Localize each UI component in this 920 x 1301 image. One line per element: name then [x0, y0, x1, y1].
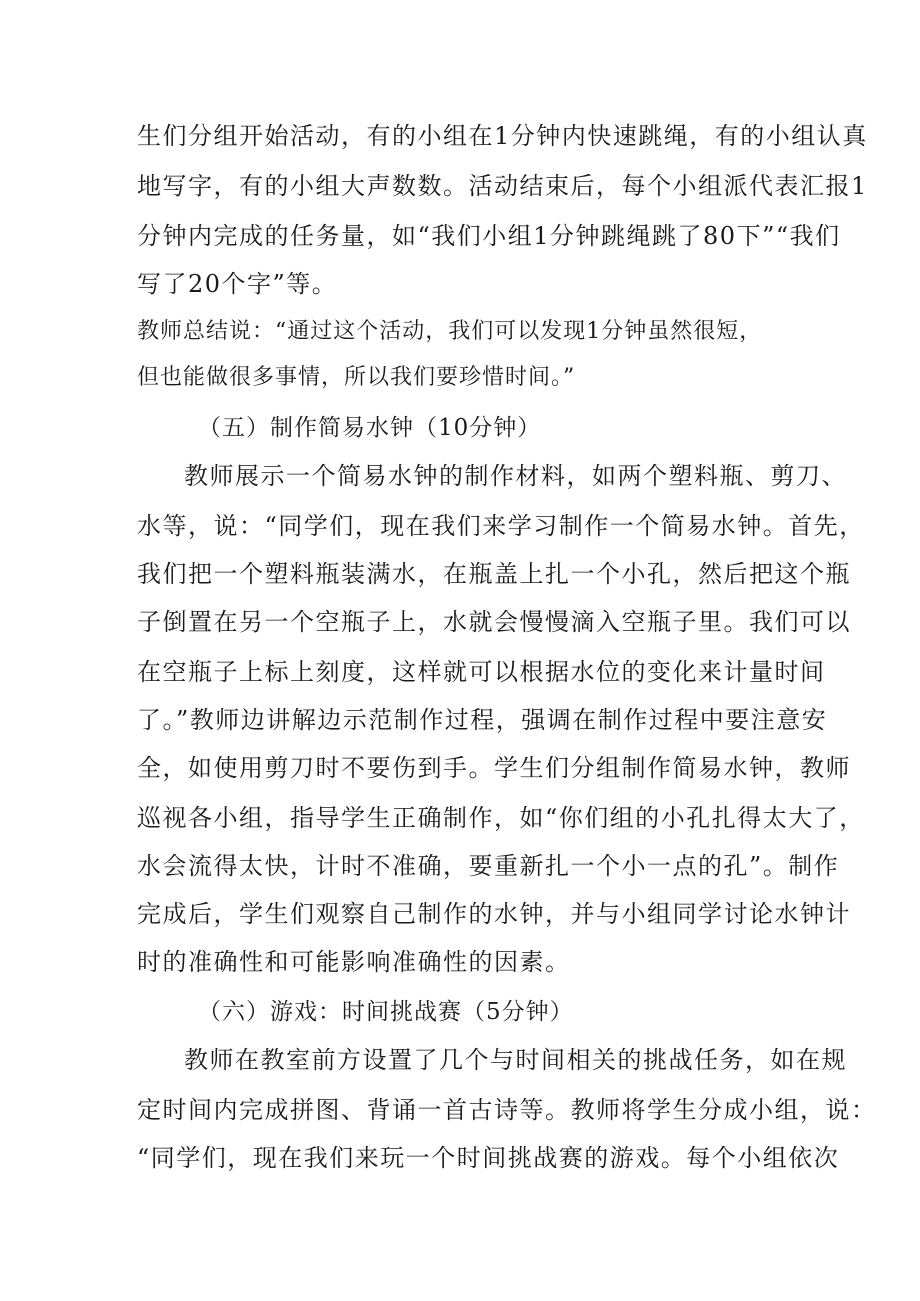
section-heading: （六）游戏：时间挑战赛（5分钟） [198, 999, 574, 1025]
text-line: 水等，说：“同学们，现在我们来学习制作一个简易水钟。首先， [137, 512, 865, 540]
text-line: 分钟内完成的任务量，如“我们小组1分钟跳绳跳了80下”“我们 [137, 222, 841, 250]
text-line: 定时间内完成拼图、背诵一首古诗等。教师将学生分成小组，说： [137, 1096, 877, 1124]
text-line: 全，如使用剪刀时不要伤到手。学生们分组制作简易水钟，教师 [137, 754, 851, 782]
text-line: 教师展示一个简易水钟的制作材料，如两个塑料瓶、剪刀、 [184, 462, 847, 490]
text-line: “同学们，现在我们来玩一个时间挑战赛的游戏。每个小组依次 [137, 1144, 840, 1172]
text-line: 水会流得太快，计时不准确，要重新扎一个小一点的孔”。制作 [137, 852, 840, 880]
text-line: 教师在教室前方设置了几个与时间相关的挑战任务，如在规 [184, 1046, 847, 1074]
text-line: 我们把一个塑料瓶装满水，在瓶盖上扎一个小孔，然后把这个瓶 [137, 560, 851, 588]
text-line: 完成后，学生们观察自己制作的水钟，并与小组同学讨论水钟计 [137, 900, 851, 928]
text-line: 但也能做很多事情，所以我们要珍惜时间。” [137, 365, 576, 390]
section-heading: （五）制作简易水钟（10分钟） [198, 415, 542, 441]
text-line: 生们分组开始活动，有的小组在1分钟内快速跳绳，有的小组认真 [137, 122, 868, 150]
text-line: 地写字，有的小组大声数数。活动结束后，每个小组派代表汇报1 [137, 172, 868, 200]
text-line: 教师总结说：“通过这个活动，我们可以发现1分钟虽然很短， [137, 319, 763, 344]
text-line: 在空瓶子上标上刻度，这样就可以根据水位的变化来计量时间 [137, 658, 826, 686]
text-line: 时的准确性和可能影响准确性的因素。 [137, 948, 571, 976]
text-line: 了。”教师边讲解边示范制作过程，强调在制作过程中要注意安 [137, 706, 828, 734]
text-line: 巡视各小组，指导学生正确制作，如“你们组的小孔扎得太大了， [137, 804, 865, 832]
text-line: 子倒置在另一个空瓶子上，水就会慢慢滴入空瓶子里。我们可以 [137, 608, 851, 636]
text-line: 写了20个字”等。 [137, 270, 338, 298]
